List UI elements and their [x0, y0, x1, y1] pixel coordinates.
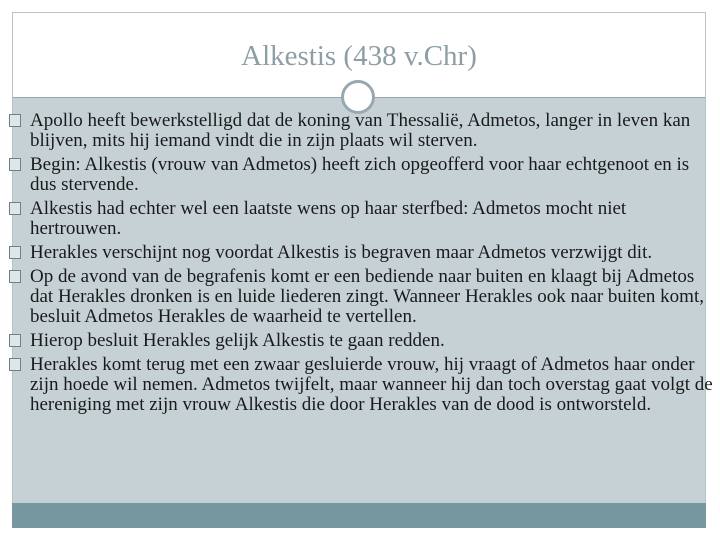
checkbox-square-icon	[9, 114, 21, 127]
bullet-item	[7, 267, 715, 327]
checkbox-square-icon	[9, 358, 21, 371]
bullet-item	[7, 111, 715, 151]
checkbox-square-icon	[9, 202, 21, 215]
circle-ornament-icon	[341, 80, 375, 114]
slide-title: Alkestis (438 v.Chr)	[241, 40, 477, 72]
bullet-text: Herakles verschijnt nog voordat Alkestis is begraven maar Admetos verzwijgt dit.	[30, 242, 653, 263]
bullet-text: Apollo heeft bewerkstelligd dat de koning van Thessalië, Admetos, langer in leven kan blijven, mits hij iemand vindt die in zijn plaats wil sterven.	[30, 110, 691, 151]
bullet-item	[7, 355, 715, 415]
bullet-text: Herakles komt terug met een zwaar gesluierde vrouw, hij vraagt of Admetos haar onder zijn hoede wil nemen. Admetos twijfelt, maar wanneer hij dan toch overstag gaat volgt de hereniging met zijn vrouw Alkestis die door Herakles van de dood is ontworsteld.	[30, 354, 713, 415]
checkbox-square-icon	[9, 270, 21, 283]
checkbox-square-icon	[9, 246, 21, 259]
bullet-list	[7, 111, 715, 419]
bullet-text: Alkestis had echter wel een laatste wens op haar sterfbed: Admetos mocht niet hertrouwen.	[30, 198, 627, 239]
bullet-item	[7, 331, 715, 351]
bullet-item	[7, 199, 715, 239]
bullet-text: Op de avond van de begrafenis komt er een bediende naar buiten en klaagt bij Admetos dat Herakles dronken is en luide liederen zingt. Wanneer Herakles ook naar buiten komt, besluit Admetos Herakles de waarheid te vertellen.	[30, 266, 704, 327]
bullet-text: Begin: Alkestis (vrouw van Admetos) heeft zich opgeofferd voor haar echtgenoot en is dus stervende.	[30, 154, 690, 195]
bullet-item	[7, 243, 715, 263]
bullet-item	[7, 155, 715, 195]
bullet-text: Hierop besluit Herakles gelijk Alkestis te gaan redden.	[30, 330, 445, 351]
bottom-band	[12, 503, 706, 528]
checkbox-square-icon	[9, 334, 21, 347]
checkbox-square-icon	[9, 158, 21, 171]
